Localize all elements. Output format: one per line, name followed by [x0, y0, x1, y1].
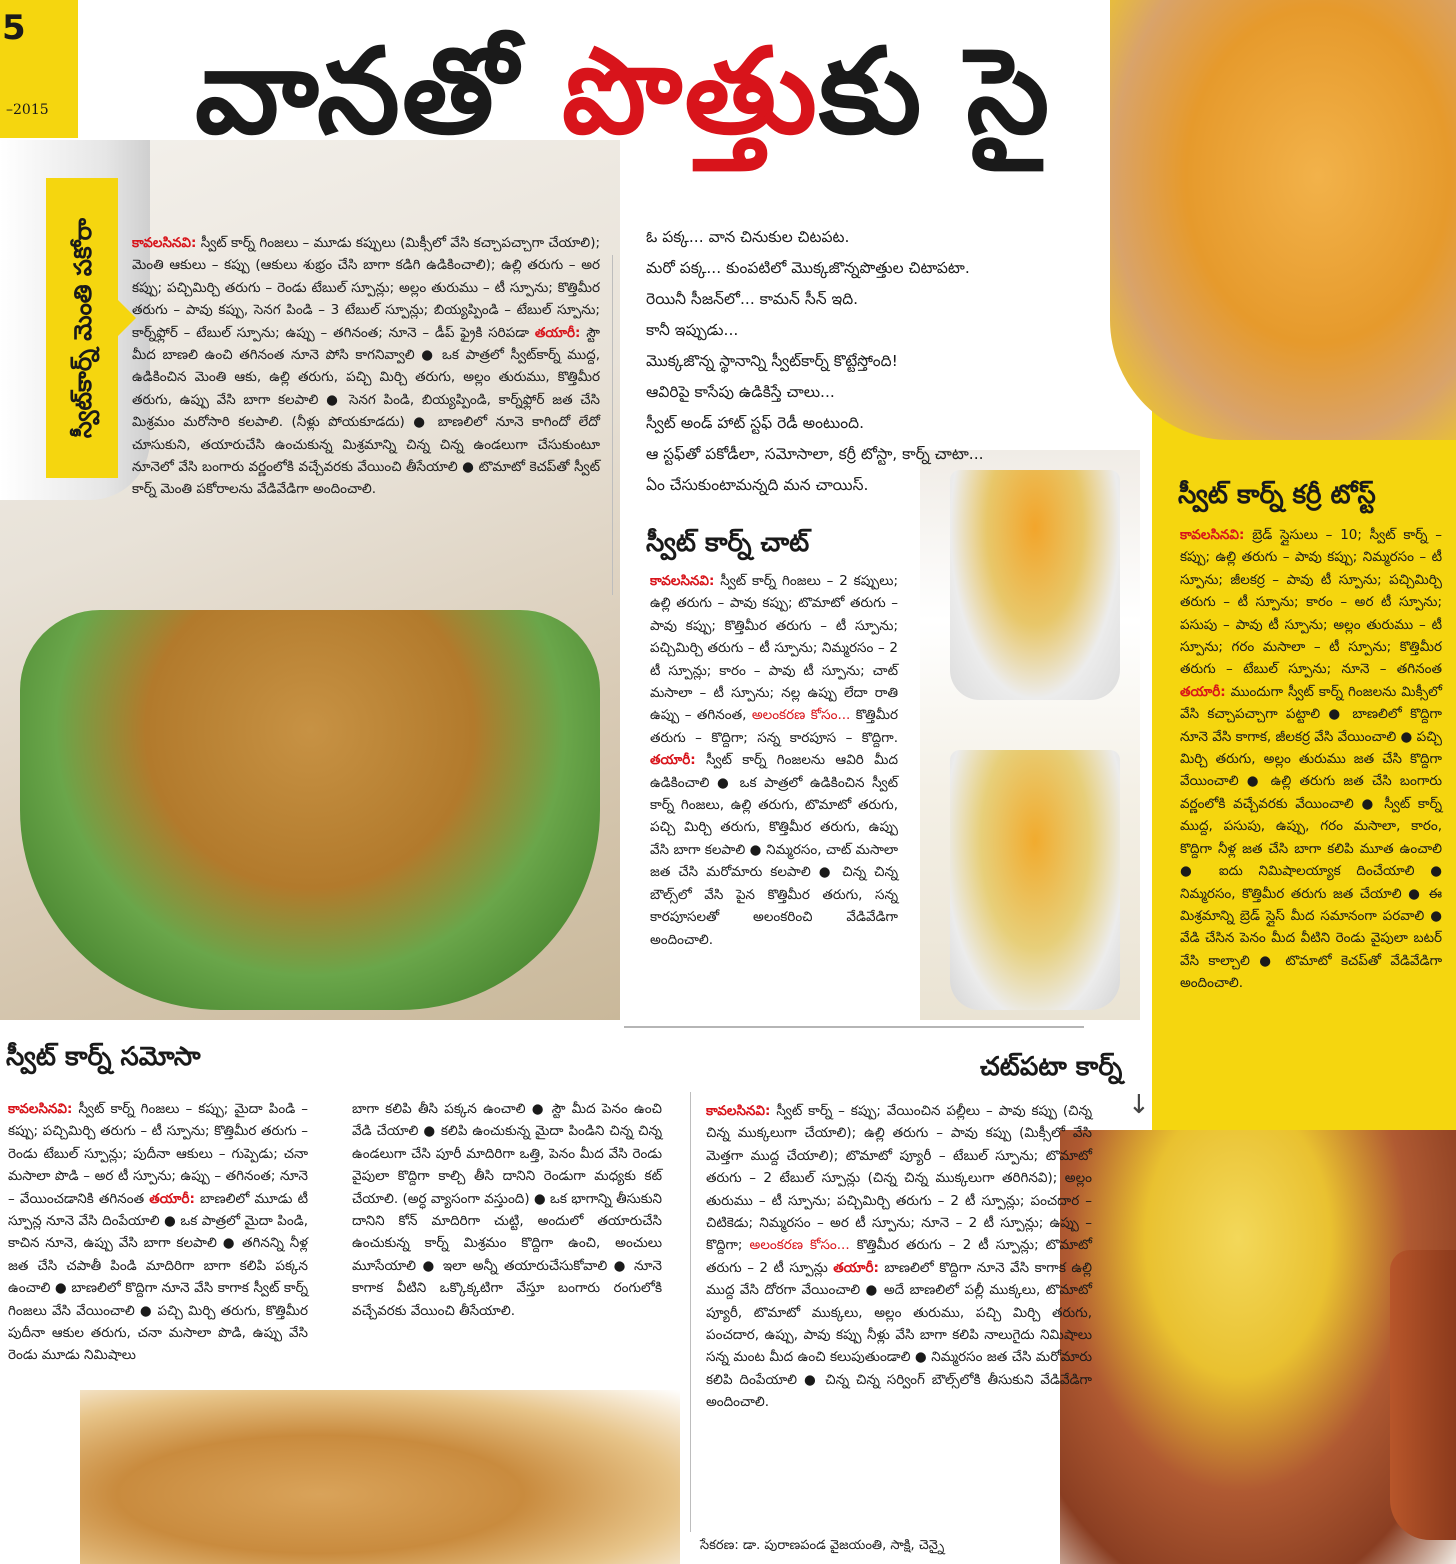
chaat-ingredients: స్వీట్ కార్న్ గింజలు – 2 కప్పులు; ఉల్లి తరుగు – పావు కప్పు; టొమాటో తరుగు – పావు కప్పు; కొత్తిమీర తరుగు – టీ స్పూను; పచ్చిమిర్చి తరుగు – టీ స్పూను; నిమ్మరసం – 2 టీ స్పూన్లు; కారం – పావు టీ స్పూను; చాట్ మసాలా – టీ స్పూను; నల్ల ఉప్పు లేదా రాతి ఉప్పు – తగినంత,	[650, 573, 898, 724]
samosa-method-continued: బాగా కలిపి తీసి పక్కన ఉంచాలి ● స్టౌ మీద పెనం ఉంచి వేడి చేయాలి ● కలిపి ఉంచుకున్న మైదా పిండిని చిన్న చిన్న ఉండలుగా చేసి పూరీ మాదిరిగా ఒత్తి, పెనం మీద వేసి రెండు వైపులా కొద్దిగా కాల్చి తీసి దానిని రెండుగా మధ్యకు కట్ చేయాలి. (అర్ధ వ్యాసంగా వస్తుంది) ● ఒక భాగాన్ని తీసుకుని దానిని కోన్ మాదిరిగా చుట్టి, అందులో తయారుచేసి ఉంచుకున్న కార్న్ మిశ్రమం కొద్దిగా ఉంచి, అంచులు మూసేయాలి ● ఇలా అన్నీ తయారుచేసుకోవాలి ● నూనె కాగాక వీటిని ఒక్కొక్కటిగా వేస్తూ బంగారు రంగులోకి వచ్చేవరకు వేయించి తీసేయాలి.	[352, 1101, 662, 1319]
intro-line: ఆ స్టఫ్‌తో పకోడీలా, సమోసాలా, కర్రీ టోస్టా, కార్న్ చాటా...	[646, 445, 984, 463]
toast-recipe	[1180, 524, 1442, 995]
credit-line: సేకరణ: డా. పురాణపండ వైజయంతి, సాక్షి, చెన్నై	[700, 1538, 945, 1553]
chaat-cup-bottom-photo	[950, 750, 1120, 1010]
chaat-recipe	[650, 570, 898, 951]
samosa-ingredients: స్వీట్ కార్న్ గింజలు – కప్పు; మైదా పిండి – కప్పు; పచ్చిమిర్చి తరుగు – టీ స్పూను; కొత్తిమీర తరుగు – రెండు టేబుల్ స్పూన్లు; పుదీనా ఆకులు – గుప్పెడు; చనా మసాలా పొడి – అర టీ స్పూను; ఉప్పు – తగినంత; నూనె – వేయించడానికి తగినంత	[8, 1101, 308, 1207]
samosa-recipe-continued	[352, 1098, 662, 1322]
toast-heading: స్వీట్ కార్న్ కర్రీ టోస్ట్	[1178, 480, 1376, 510]
samosa-heading: స్వీట్ కార్న్ సమోసా	[6, 1042, 201, 1072]
chatpata-recipe	[706, 1100, 1092, 1414]
page-title	[195, 22, 1052, 160]
chaat-garnish: కొత్తిమీర తరుగు – కొద్దిగా; సన్న కారపూస – కొద్దిగా.	[650, 707, 899, 746]
down-arrow-icon: ↓	[1128, 1090, 1150, 1120]
chatpata-ingredients: స్వీట్ కార్న్ – కప్పు; వేయించిన పల్లీలు – పావు కప్పు (చిన్న చిన్న ముక్కలుగా చేయాలి); ఉల్లి తరుగు – పావు కప్పు (మిక్సీలో వేసి మెత్తగా ముద్ద చేయాలి); టొమాటో ప్యూరీ – టేబుల్ స్పూను; టొమాటో తరుగు – 2 టేబుల్ స్పూన్లు (చిన్న చిన్న ముక్కలుగా తరిగినవి); అల్లం తురుము – టీ స్పూను; పచ్చిమిర్చి తరుగు – 2 టీ స్పూన్లు; పంచదార – చిటికెడు; నిమ్మరసం – అర టీ స్పూను; నూనె – 2 టీ స్పూన్లు; ఉప్పు – కొద్దిగా;	[706, 1103, 1092, 1254]
title-part-1: వానతో	[195, 22, 563, 160]
chatpata-ingredients-label: కావలసినవి:	[706, 1103, 771, 1119]
samosa-recipe	[8, 1098, 308, 1367]
toast-method: ముందుగా స్వీట్ కార్న్ గింజలను మిక్సీలో వేసి కచ్చాపచ్చాగా పట్టాలి ● బాణలిలో కొద్దిగా నూనె వేసి కాగాక, జీలకర్ర వేసి వేయించాలి ● పచ్చి మిర్చి తరుగు, అల్లం తురుము జత చేసి కొద్దిగా వేయించాలి ● ఉల్లి తరుగు జత చేసి బంగారు వర్ణంలోకి వచ్చేవరకు వేయించాలి ● స్వీట్ కార్న్ ముద్ద, పసుపు, ఉప్పు, గరం మసాలా, కారం, కొద్దిగా నీళ్ల జత చేసి బాగా కలిపి మూత ఉంచాలి ● ఐదు నిమిషాలయ్యాక దించేయాలి ● నిమ్మరసం, కొత్తిమీర తరుగు జత చేయాలి ● ఈ మిశ్రమాన్ని బ్రెడ్ స్లైస్ మీద సమానంగా పరవాలి ● వేడి చేసిన పెనం మీద వీటిని రెండు వైపులా బటర్ వేసి కాల్చాలి ● టొమాటో కెచప్‌తో వేడివేడిగా అందించాలి.	[1180, 683, 1442, 992]
chatpata-method-label: తయారీ:	[833, 1259, 879, 1276]
pakora-bowl-photo	[20, 610, 600, 1010]
intro-line: కానీ ఇప్పుడు...	[646, 321, 739, 339]
page-number: 5	[2, 8, 26, 48]
title-part-3: కు సై	[818, 22, 1052, 160]
intro-line: మొక్కజొన్న స్థానాన్ని స్వీట్‌కార్న్ కొట్టేస్తోంది!	[646, 352, 898, 370]
samosa-method: బాణలిలో మూడు టీ స్పూన్ల నూనె వేసి దింపేయాలి ● ఒక పాత్రలో మైదా పిండి, కాచిన నూనె, ఉప్పు వేసి బాగా కలపాలి ● తగినన్ని నీళ్ల జత చేసి చపాతీ పిండి మాదిరిగా బాగా కలిపి పక్కన ఉంచాలి ● బాణలిలో కొద్దిగా నూనె వేసి కాగాక స్వీట్ కార్న్ గింజలు వేసి వేయించాలి ● పచ్చి మిర్చి తరుగు, కొత్తిమీర పుదీనా ఆకుల తరుగు, చనా మసాలా పొడి, ఉప్పు వేసి రెండు మూడు నిమిషాలు	[8, 1190, 309, 1364]
intro-line: రెయినీ సీజన్‌లో... కామన్ సీన్ ఇది.	[646, 290, 859, 308]
chatpata-method: బాణలిలో కొద్దిగా నూనె వేసి కాగాక ఉల్లి ముద్ద వేసి దోరగా వేయించాలి ● అదే బాణలిలో పల్లీ ముక్కలు, టొమాటో ప్యూరీ, టొమాటో ముక్కలు, అల్లం తురుము, పచ్చి మిర్చి తరుగు, పంచదార, ఉప్పు, పావు కప్పు నీళ్లు వేసి బాగా కలిపి నాలుగైదు నిమిషాలు సన్న మంట మీద ఉంచి కలుపుతుండాలి ● నిమ్మరసం జత చేసి మరోమారు కలిపి దింపేయాలి ● చిన్న చిన్న సర్వింగ్ బౌల్స్‌లోకి తీసుకుని వేడివేడిగా అందించాలి.	[706, 1259, 1093, 1411]
intro-line: స్వీట్ అండ్ హాట్ స్టఫ్ రెడీ అంటుంది.	[646, 414, 864, 432]
chatpata-garnish-label: అలంకరణ కోసం...	[749, 1237, 850, 1254]
pakora-badge-label: స్వీట్‌కార్న్ మెంతి పకోరా	[68, 217, 97, 439]
toast-ingredients-label: కావలసినవి:	[1180, 527, 1245, 543]
pakora-ingredients-label: కావలసినవి:	[132, 235, 197, 251]
pakora-badge	[46, 178, 118, 478]
pakora-divider	[612, 255, 613, 595]
pakora-ingredients: స్వీట్ కార్న్ గింజలు – మూడు కప్పులు (మిక్సీలో వేసి కచ్చాపచ్చాగా చేయాలి); మెంతి ఆకులు – కప్పు (ఆకులు శుభ్రం చేసి బాగా కడిగి ఉడికించాలి); ఉల్లి తరుగు – అర కప్పు; పచ్చిమిర్చి తరుగు – రెండు టేబుల్ స్పూన్లు; అల్లం తురుము – టీ స్పూను; కొత్తిమీర తరుగు – పావు కప్పు, సెనగ పిండి – 3 టేబుల్ స్పూన్లు; బియ్యప్పిండి – టేబుల్ స్పూను; కార్న్‌ఫ్లోర్ – టేబుల్ స్పూను; ఉప్పు – తగినంత; నూనె – డీప్ ఫ్రైకి సరిపడా	[132, 235, 601, 341]
chatpata-garnish: కొత్తిమీర తరుగు – 2 టీ స్పూన్లు; టొమాటో తరుగు – 2 టీ స్పూన్లు	[706, 1237, 1092, 1276]
pakora-recipe	[132, 232, 600, 501]
intro-line: మరో పక్క... కుంపటిలో మొక్కజొన్నపొత్తుల చిటాపటా.	[646, 259, 970, 277]
chaat-garnish-label: అలంకరణ కోసం...	[751, 707, 851, 724]
toast-method-label: తయారీ:	[1180, 683, 1226, 700]
samosa-method-label: తయారీ:	[149, 1190, 195, 1207]
toast-ingredients: బ్రెడ్ స్లైసులు – 10; స్వీట్ కార్న్ – కప్పు; ఉల్లి తరుగు – పావు కప్పు; నిమ్మరసం – టీ స్పూను; జీలకర్ర – పావు టీ స్పూను; పచ్చిమిర్చి తరుగు – టీ స్పూను; కారం – అర టీ స్పూను; పసుపు – పావు టీ స్పూను; అల్లం తురుము – టీ స్పూను; గరం మసాలా – టీ స్పూను; కొత్తిమీర తరుగు – టేబుల్ స్పూను; నూనె – తగినంత	[1180, 527, 1442, 678]
intro-line: ఓ పక్క... వాన చినుకుల చిటపట.	[646, 228, 850, 246]
pakora-method: స్టౌ మీద బాణలి ఉంచి తగినంత నూనె పోసి కాగనివ్వాలి ● ఒక పాత్రలో స్వీట్‌కార్న్ ముద్ద, ఉడికించిన మెంతి ఆకు, ఉల్లి తరుగు, పచ్చి మిర్చి తరుగు, అల్లం తురుము, కొత్తిమీర తరుగు, ఉప్పు వేసి బాగా కలపాలి ● సెనగ పిండి, బియ్యప్పిండి, కార్న్‌ఫ్లోర్ జత చేసి మిశ్రమం మరోసారి కలపాలి. (నీళ్లు పోయకూడదు) ● బాణలిలో నూనె కాగిందో లేదో చూసుకుని, తయారుచేసి ఉంచుకున్న మిశ్రమాన్ని చిన్న చిన్న ఉండలుగా చేసుకుంటూ నూనెలో వేసి బంగారు వర్ణంలోకి వచ్చేవరకు వేయించి తీసేయాలి ● టొమాటో కెచప్‌తో స్వీట్ కార్న్ మెంతి పకోరాలను వేడివేడిగా అందించాలి.	[132, 324, 600, 498]
chatpata-heading: చట్‌పటా కార్న్	[980, 1052, 1123, 1082]
chaat-ingredients-label: కావలసినవి:	[650, 573, 715, 589]
page-date: –2015	[6, 102, 49, 118]
samosa-divider	[690, 1092, 691, 1532]
samosa-ingredients-label: కావలసినవి:	[8, 1101, 73, 1117]
samosa-photo	[80, 1390, 680, 1564]
intro-text	[646, 222, 984, 501]
pakora-method-label: తయారీ:	[534, 324, 581, 341]
title-part-2: పొత్తు	[562, 22, 819, 160]
chaat-method-label: తయారీ:	[650, 752, 696, 769]
chaat-method: స్వీట్ కార్న్ గింజలను ఆవిరి మీద ఉడికించాలి ● ఒక పాత్రలో ఉడికించిన స్వీట్ కార్న్ గింజలు, ఉల్లి తరుగు, టొమాటో తరుగు, పచ్చి మిర్చి తరుగు, కొత్తిమీర తరుగు, ఉప్పు వేసి బాగా కలపాలి ● నిమ్మరసం, చాట్ మసాలా జత చేసి మరోమారు కలపాలి ● చిన్న చిన్న బౌల్స్‌లో వేసి పైన కొత్తిమీర తరుగు, సన్న కారపూసలతో అలంకరించి వేడివేడిగా అందించాలి.	[650, 752, 898, 948]
intro-line: ఏం చేసుకుంటామన్నది మన చాయిస్.	[646, 476, 869, 494]
section-divider	[624, 1026, 1084, 1028]
curry-toast-photo	[1110, 0, 1456, 440]
chaat-cup-top-photo	[950, 470, 1120, 700]
corn-pot-photo	[1390, 1250, 1456, 1540]
intro-line: ఆవిరిపై కాసేపు ఉడికిస్తే చాలు...	[646, 383, 835, 401]
chaat-heading: స్వీట్ కార్న్ చాట్	[646, 528, 810, 558]
